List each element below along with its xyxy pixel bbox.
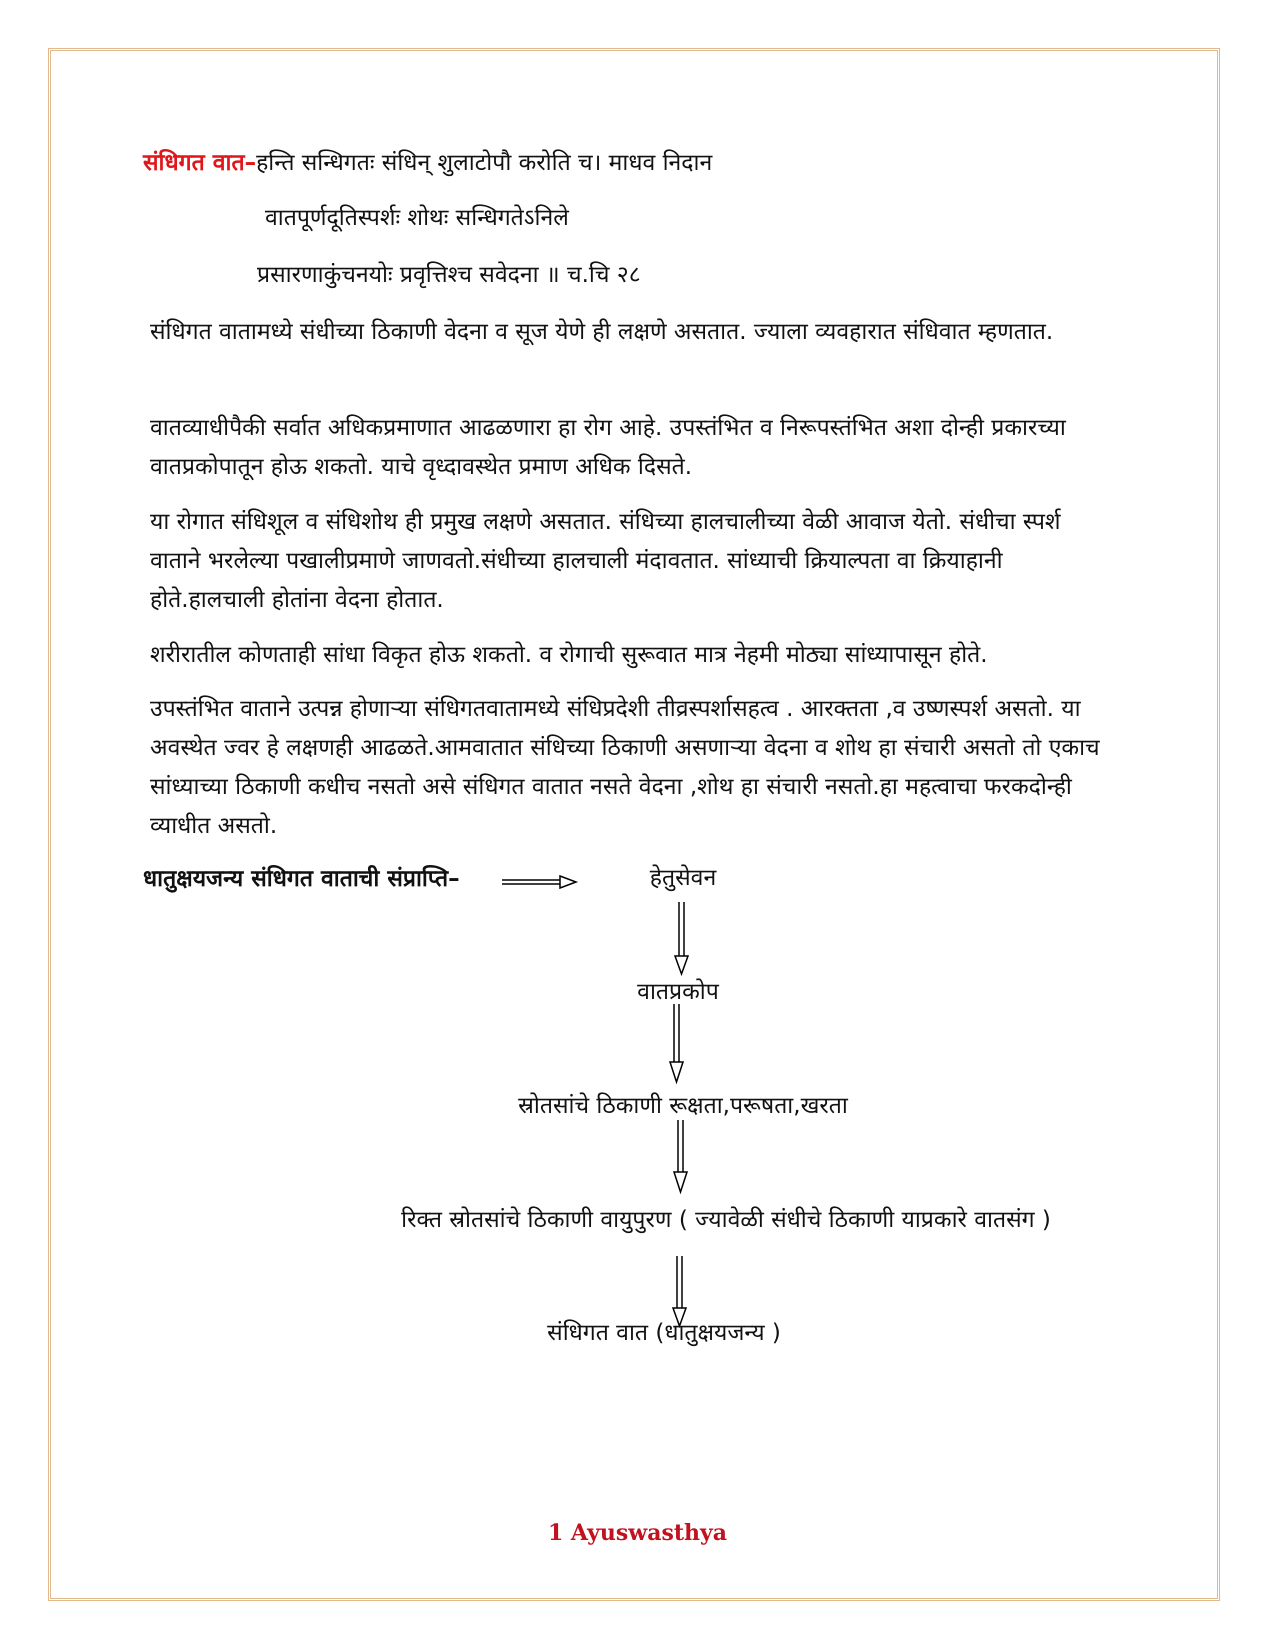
flow-step-5: संधिगत वात (धातुक्षयजन्य ) [547,1320,781,1346]
flow-step-4: रिक्त स्रोतसांचे ठिकाणी वायुपुरण ( ज्यावेळी संधीचे ठिकाणी याप्रकारे वातसंग ) [401,1207,1051,1233]
down-arrow-icon [671,1120,691,1194]
down-arrow-icon [672,902,692,976]
flow-step-2: वातप्रकोप [637,979,719,1005]
shloka-line-1: हन्ति सन्धिगतः संधिन् शुलाटोपौ करोति च। माधव निदान [256,150,713,176]
paragraph-1: संधिगत वातामध्ये संधीच्या ठिकाणी वेदना व सूज येणे ही लक्षणे असतात. ज्याला व्यवहारात संधिवात म्हणतात. [150,319,1054,345]
right-arrow-icon [500,872,580,892]
paragraph-2: वातव्याधीपैकी सर्वात अधिकप्रमाणात आढळणारा हा रोग आहे. उपस्तंभित व निरूपस्तंभित अशा दोन्ही प्रकारच्या वातप्रकोपातून होऊ शकतो. याचे वृध्दावस्थेत प्रमाण अधिक दिसते. [150,415,1066,480]
paragraph-5: उपस्तंभित वाताने उत्पन्न होणाऱ्या संधिगतवातामध्ये संधिप्रदेशी तीव्रस्पर्शासहत्व . आरक्तता ,व उष्णस्पर्श असतो. या अवस्थेत ज्वर हे लक्षणही आढळते.आमवातात संधिच्या ठिकाणी असणाऱ्या वेदना व शोथ हा संचारी असतो तो एकाच सांध्याच्या ठिकाणी कधीच नसतो असे संधिगत वातात नसते वेदना ,शोथ हा संचारी नसतो.हा महत्वाचा फरकदोन्ही व्याधीत असतो. [150,696,1100,839]
shloka-line-3: प्रसारणाकुंचनयोः प्रवृत्तिश्च सवेदना ॥ च.चि २८ [257,262,641,288]
paragraph-3: या रोगात संधिशूल व संधिशोथ ही प्रमुख लक्षणे असतात. संधिच्या हालचालीच्या वेळी आवाज येतो. संधीचा स्पर्श वाताने भरलेल्या पखालीप्रमाणे जाणवतो.संधीच्या हालचाली मंदावतात. सांध्याची क्रियाल्पता वा क्रियाहानी होते.हालचाली होतांना वेदना होतात. [150,509,1061,613]
flow-step-3: स्रोतसांचे ठिकाणी रूक्षता,परूषता,खरता [518,1093,848,1119]
flowchart-label: धातुक्षयजन्य संधिगत वाताची संप्राप्ति– [143,866,460,892]
paragraph-4: शरीरातील कोणताही सांधा विकृत होऊ शकतो. व रोगाची सुरूवात मात्र नेहमी मोठ्या सांध्यापासून होते. [150,642,988,668]
down-arrow-icon [667,1004,687,1084]
flow-step-1: हेतुसेवन [649,865,717,891]
shloka-line-2: वातपूर्णदूतिस्पर्शः शोथः सन्धिगतेऽनिले [265,205,569,231]
heading-line-1 [143,144,712,182]
page-footer: 1 Ayuswasthya [547,1520,728,1546]
section-title: संधिगत वात– [143,150,257,176]
